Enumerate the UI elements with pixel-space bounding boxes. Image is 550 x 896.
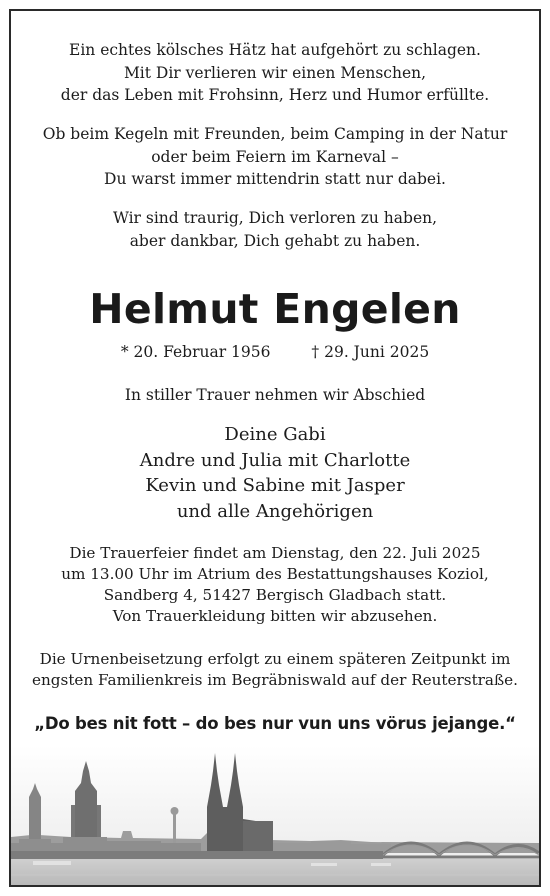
intro-stanza-1 <box>11 39 539 107</box>
birth-date: * 20. Februar 1956 <box>120 343 271 361</box>
intro-line: der das Leben mit Frohsinn, Herz und Humor erfüllte. <box>60 86 490 104</box>
intro-line: Wir sind traurig, Dich verloren zu haben, <box>112 209 438 227</box>
mourner: Andre und Julia mit Charlotte <box>139 449 411 471</box>
urn-line: engsten Familienkreis im Begräbniswald auf der Reuterstraße. <box>32 671 518 689</box>
cologne-skyline-image <box>11 745 539 885</box>
funeral-line: Sandberg 4, 51427 Bergisch Gladbach statt. <box>103 586 447 604</box>
mourner: und alle Angehörigen <box>176 500 374 522</box>
death-date: † 29. Juni 2025 <box>311 343 430 361</box>
funeral-notice <box>11 543 539 627</box>
intro-stanza-2 <box>11 123 539 191</box>
intro-line: Mit Dir verlieren wir einen Menschen, <box>123 63 427 82</box>
intro-line: Du warst immer mittendrin statt nur dabei. <box>104 170 446 188</box>
mourner: Kevin und Sabine mit Jasper <box>145 475 405 496</box>
mourner: Deine Gabi <box>224 424 326 445</box>
funeral-line: Die Trauerfeier findet am Dienstag, den 22. Juli 2025 <box>69 544 481 562</box>
mourners-list <box>11 422 539 524</box>
farewell-line: In stiller Trauer nehmen wir Abschied <box>124 386 426 404</box>
funeral-line: um 13.00 Uhr im Atrium des Bestattungshauses Koziol, <box>61 565 489 583</box>
intro-line: oder beim Feiern im Karneval – <box>151 147 399 166</box>
life-dates <box>11 343 539 361</box>
deceased-name: Helmut Engelen <box>89 285 461 333</box>
closing-quote: „Do bes nit fott – do bes nur vun uns vörus jejange.“ <box>34 714 516 733</box>
intro-line: Ob beim Kegeln mit Freunden, beim Camping in der Natur <box>42 125 508 143</box>
intro-line: Ein echtes kölsches Hätz hat aufgehört zu schlagen. <box>69 41 481 59</box>
urn-line: Die Urnenbeisetzung erfolgt zu einem späteren Zeitpunkt im <box>39 650 511 668</box>
urn-notice <box>11 649 539 691</box>
intro-stanza-3 <box>11 207 539 252</box>
obituary-frame <box>9 9 541 887</box>
intro-line: aber dankbar, Dich gehabt zu haben. <box>129 231 421 250</box>
funeral-line: Von Trauerkleidung bitten wir abzusehen. <box>112 607 438 625</box>
